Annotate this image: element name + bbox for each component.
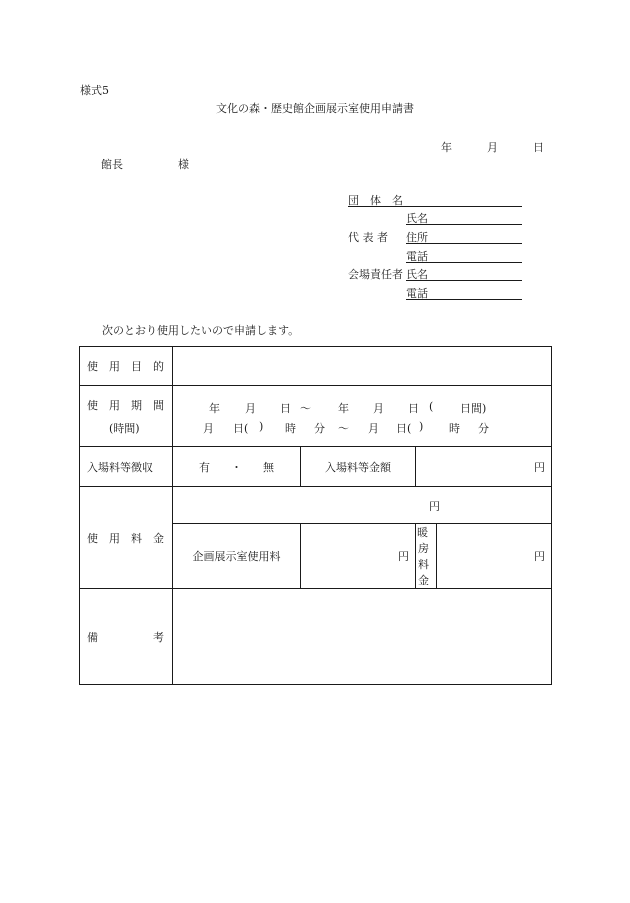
venue-manager-label: 会場責任者 [348,268,403,281]
period-row [80,386,552,447]
venue-manager-name-line[interactable] [406,280,522,281]
exhibit-fee-label: 企画展示室使用料 [173,524,301,589]
admission-yes[interactable]: 有 [199,460,210,474]
intro-text: 次のとおり使用したいので申請します。 [102,324,300,337]
admission-no[interactable]: 無 [263,460,274,474]
addressee-title: 館長 [101,158,123,171]
period-input-cell[interactable] [173,386,552,447]
group-name-label: 団 体 名 [348,194,403,207]
addressee-honorific: 様 [178,158,189,171]
purpose-label: 使 用 目 的 [80,347,173,386]
addressee [101,156,189,172]
group-name-line[interactable] [348,206,522,207]
admission-row [80,447,552,487]
heating-fee-label-cell [416,524,437,589]
admission-amount-label: 入場料等金額 [301,447,416,487]
purpose-input-cell[interactable] [173,347,552,386]
admission-label: 入場料等徴収 [80,447,173,487]
rep-phone-label: 電話 [406,250,428,263]
period-label: 使 用 期 間 (時間) [80,386,173,447]
application-table [79,346,552,685]
admission-dot: ・ [231,460,242,474]
heating-fee-cell[interactable] [437,524,552,589]
period-line-2: 月 日( ) 時 分 ～ 月 日( ) 時 分 [203,420,489,435]
remarks-label: 備 考 [80,589,173,685]
fee-label: 使 用 料 金 [80,487,173,589]
date-day: 日 [533,141,544,154]
rep-address-label: 住所 [406,231,428,244]
remarks-row [80,589,552,685]
heating-fee-label: 暖房料金 [417,526,429,587]
rep-phone-line[interactable] [406,262,522,263]
date-year: 年 [441,141,452,154]
date-line [441,139,544,155]
purpose-row [80,347,552,386]
rep-address-line[interactable] [406,243,522,244]
venue-manager-phone-label: 電話 [406,287,428,300]
admission-amount-yen: 円 [534,460,545,474]
period-sub-label: (時間) [109,421,140,435]
period-line-1: 年 月 日 ～ 年 月 日 ( 日間) [209,400,487,415]
heating-fee-yen: 円 [534,550,545,563]
fee-total-cell[interactable] [173,487,552,524]
fee-total-row [80,487,552,524]
document-title: 文化の森・歴史館企画展示室使用申請書 [216,102,414,115]
fee-total-yen: 円 [429,500,440,513]
admission-amount-cell[interactable] [416,447,552,487]
exhibit-fee-yen: 円 [398,550,409,563]
rep-label: 代 表 者 [348,231,388,244]
remarks-input-cell[interactable] [173,589,552,685]
rep-name-line[interactable] [406,224,522,225]
form-number: 様式5 [80,84,109,97]
venue-manager-phone-line[interactable] [406,299,522,300]
rep-name-label: 氏名 [406,212,428,225]
date-month: 月 [487,141,498,154]
admission-options[interactable] [173,447,301,487]
venue-manager-name-label: 氏名 [406,268,428,281]
exhibit-fee-cell[interactable] [301,524,416,589]
